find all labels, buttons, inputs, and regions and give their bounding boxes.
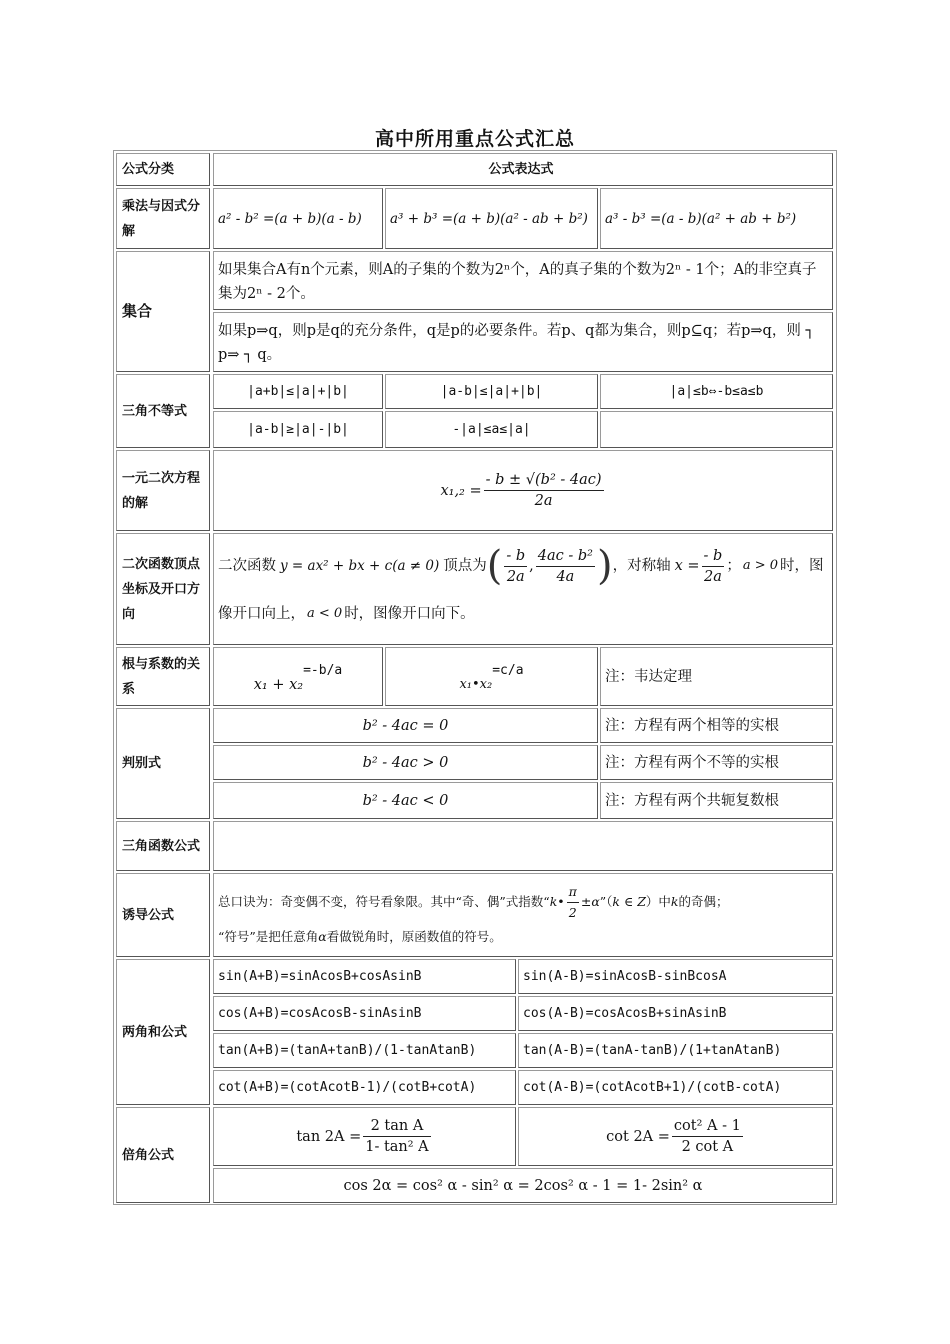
- vertex-description: 二次函数 y = ax² + bx + c(a ≠ 0) 顶点为 ( $\frac{- b}{2a}$ , $\frac{\text{4ac - b²}}{4a}$ ) ，对称轴 x = $\frac{- b}{2a}$ ； a > 0 时，图 像开口向上， a < 0 时，图像开口向下。: [213, 533, 833, 645]
- sin-sum: sin(A+B)=sinAcosB+cosAsinB: [213, 959, 516, 994]
- row-label-induction: 诱导公式: [116, 873, 210, 957]
- quadratic-formula-lhs: x₁,₂ =: [440, 482, 482, 499]
- vieta-sum-lhs: x₁ + x₂: [253, 676, 304, 693]
- ineq-self-bound: -|a|≤a≤|a|: [385, 411, 598, 448]
- tan-double-angle: [213, 1107, 516, 1166]
- row-label-sets: 集合: [116, 251, 210, 372]
- empty-cell: [600, 411, 833, 448]
- row-label-quadratic-solution: 一元二次方程的解: [116, 450, 210, 531]
- induction-text-4: 的奇偶；: [678, 894, 729, 909]
- cot-double-angle: [518, 1107, 833, 1166]
- tan-difference: tan(A-B)=(tanA-tanB)/(1+tanAtanB): [518, 1033, 833, 1068]
- cot-double-lhs: cot 2A =: [606, 1128, 670, 1145]
- vertex-text-5: 像开口向上，: [218, 606, 305, 622]
- row-label-vieta: 根与系数的关系: [116, 647, 210, 706]
- ineq-diff-abs: |a-b|≤|a|+|b|: [385, 374, 598, 409]
- cot-sum: cot(A+B)=(cotAcotB-1)/(cotB+cotA): [213, 1070, 516, 1105]
- ineq-sum-abs: |a+b|≤|a|+|b|: [213, 374, 383, 409]
- vieta-product-lhs: x₁•x₂: [459, 676, 493, 692]
- induction-text-6: 看做锐角时，原函数值的符号。: [326, 929, 502, 944]
- header-category: 公式分类: [116, 153, 210, 186]
- vertex-x-numerator: - b: [504, 546, 527, 567]
- discriminant-negative: b² - 4ac < 0: [213, 782, 598, 819]
- discriminant-positive: b² - 4ac > 0: [213, 745, 598, 780]
- quadratic-function: y = ax² + bx + c(a ≠ 0): [280, 558, 440, 574]
- discriminant-zero-note: 注：方程有两个相等的实根: [600, 708, 833, 743]
- vertex-x-denominator: 2a: [506, 568, 525, 585]
- discriminant-zero: b² - 4ac = 0: [213, 708, 598, 743]
- axis-denominator: 2a: [704, 568, 722, 585]
- page-title: 高中所用重点公式汇总: [374, 128, 575, 150]
- row-label-trig: 三角函数公式: [116, 821, 210, 871]
- formula-sum-of-cubes: a³ + b³ =(a + b)(a² - ab + b²): [385, 188, 598, 249]
- condition-a-negative: a < 0: [307, 606, 343, 621]
- row-label-double-angle: 倍角公式: [116, 1107, 210, 1203]
- vertex-text-4: 时，图: [780, 558, 824, 574]
- induction-two: 2: [568, 904, 577, 920]
- vertex-text-6: 时，图像开口向下。: [344, 606, 475, 622]
- formula-difference-of-squares: a² - b² =(a + b)(a - b): [213, 188, 383, 249]
- vieta-product-rhs: =c/a: [492, 662, 524, 678]
- tan-sum: tan(A+B)=(tanA+tanB)/(1-tanAtanB): [213, 1033, 516, 1068]
- vertex-y-numerator: 4ac - b²: [536, 546, 595, 567]
- vertex-text-1: 二次函数: [218, 558, 276, 574]
- vieta-note: 注：韦达定理: [600, 647, 833, 706]
- cos-difference: cos(A-B)=cosAcosB+sinAsinB: [518, 996, 833, 1031]
- sin-difference: sin(A-B)=sinAcosB-sinBcosA: [518, 959, 833, 994]
- tan-double-lhs: tan 2A =: [296, 1128, 362, 1145]
- cot-double-numerator: cot² A - 1: [672, 1116, 743, 1137]
- quadratic-formula-denominator: 2a: [534, 493, 553, 509]
- vieta-product: [385, 647, 598, 706]
- vertex-text-3: ，对称轴: [612, 558, 671, 574]
- induction-k2: k: [670, 894, 679, 909]
- tan-double-numerator: 2 tan A: [363, 1116, 430, 1137]
- cos-double-angle: cos 2α = cos² α - sin² α = 2cos² α - 1 = 1- 2sin² α: [213, 1168, 833, 1203]
- cos-sum: cos(A+B)=cosAcosB-sinAsinB: [213, 996, 516, 1031]
- discriminant-negative-note: 注：方程有两个共轭复数根: [600, 782, 833, 819]
- row-label-discriminant: 判别式: [116, 708, 210, 819]
- induction-alpha: α: [318, 929, 327, 944]
- formula-table: [113, 150, 837, 1205]
- vertex-y-denominator: 4a: [556, 568, 575, 585]
- tan-double-denominator: 1- tan² A: [365, 1139, 429, 1155]
- header-expression: 公式表达式: [213, 153, 833, 186]
- sets-sufficient-condition: 如果p⇒q，则p是q的充分条件，q是p的必要条件。若p、q都为集合，则p⊆q；若p⇒q，则 ┐ p⇒ ┐ q。: [213, 312, 833, 372]
- row-label-vertex: 二次函数顶点坐标及开口方向: [116, 533, 210, 645]
- formula-difference-of-cubes: a³ - b³ =(a - b)(a² + ab + b²): [600, 188, 833, 249]
- axis-lhs: x =: [674, 558, 700, 574]
- row-label-sum-angle: 两角和公式: [116, 959, 210, 1105]
- vertex-text-2: 顶点为: [443, 558, 487, 574]
- induction-text-1: 总口诀为：奇变偶不变，符号看象限。其中“奇、偶”式指数“: [218, 894, 550, 909]
- induction-k: k•: [549, 894, 565, 909]
- quadratic-formula: [213, 450, 833, 531]
- vieta-sum-rhs: =-b/a: [303, 662, 343, 678]
- row-label-triangle-inequality: 三角不等式: [116, 374, 210, 448]
- induction-text-2: ”（: [599, 894, 613, 909]
- induction-k-in-z: k ∈ Z: [612, 894, 646, 909]
- induction-pm-alpha: ±α: [580, 894, 600, 909]
- induction-rule: [213, 873, 833, 957]
- ineq-reverse: |a-b|≥|a|-|b|: [213, 411, 383, 448]
- axis-numerator: - b: [702, 546, 725, 567]
- induction-text-3: ）中: [645, 894, 671, 909]
- discriminant-positive-note: 注：方程有两个不等的实根: [600, 745, 833, 780]
- cot-double-denominator: 2 cot A: [681, 1139, 734, 1155]
- cot-difference: cot(A-B)=(cotAcotB+1)/(cotB-cotA): [518, 1070, 833, 1105]
- induction-text-5: “符号”是把任意角: [218, 929, 319, 944]
- sets-subset-count: 如果集合A有n个元素，则A的子集的个数为2ⁿ个，A的真子集的个数为2ⁿ - 1个；A的非空真子集为2ⁿ - 2个。: [213, 251, 833, 310]
- vieta-sum: [213, 647, 383, 706]
- condition-a-positive: a > 0: [742, 558, 779, 573]
- row-label-factoring: 乘法与因式分解: [116, 188, 210, 249]
- ineq-abs-bound: |a|≤b⇔-b≤a≤b: [600, 374, 833, 409]
- quadratic-formula-numerator: - b ± √(b² - 4ac): [484, 470, 604, 491]
- induction-pi: π: [567, 882, 579, 903]
- empty-cell: [213, 821, 833, 871]
